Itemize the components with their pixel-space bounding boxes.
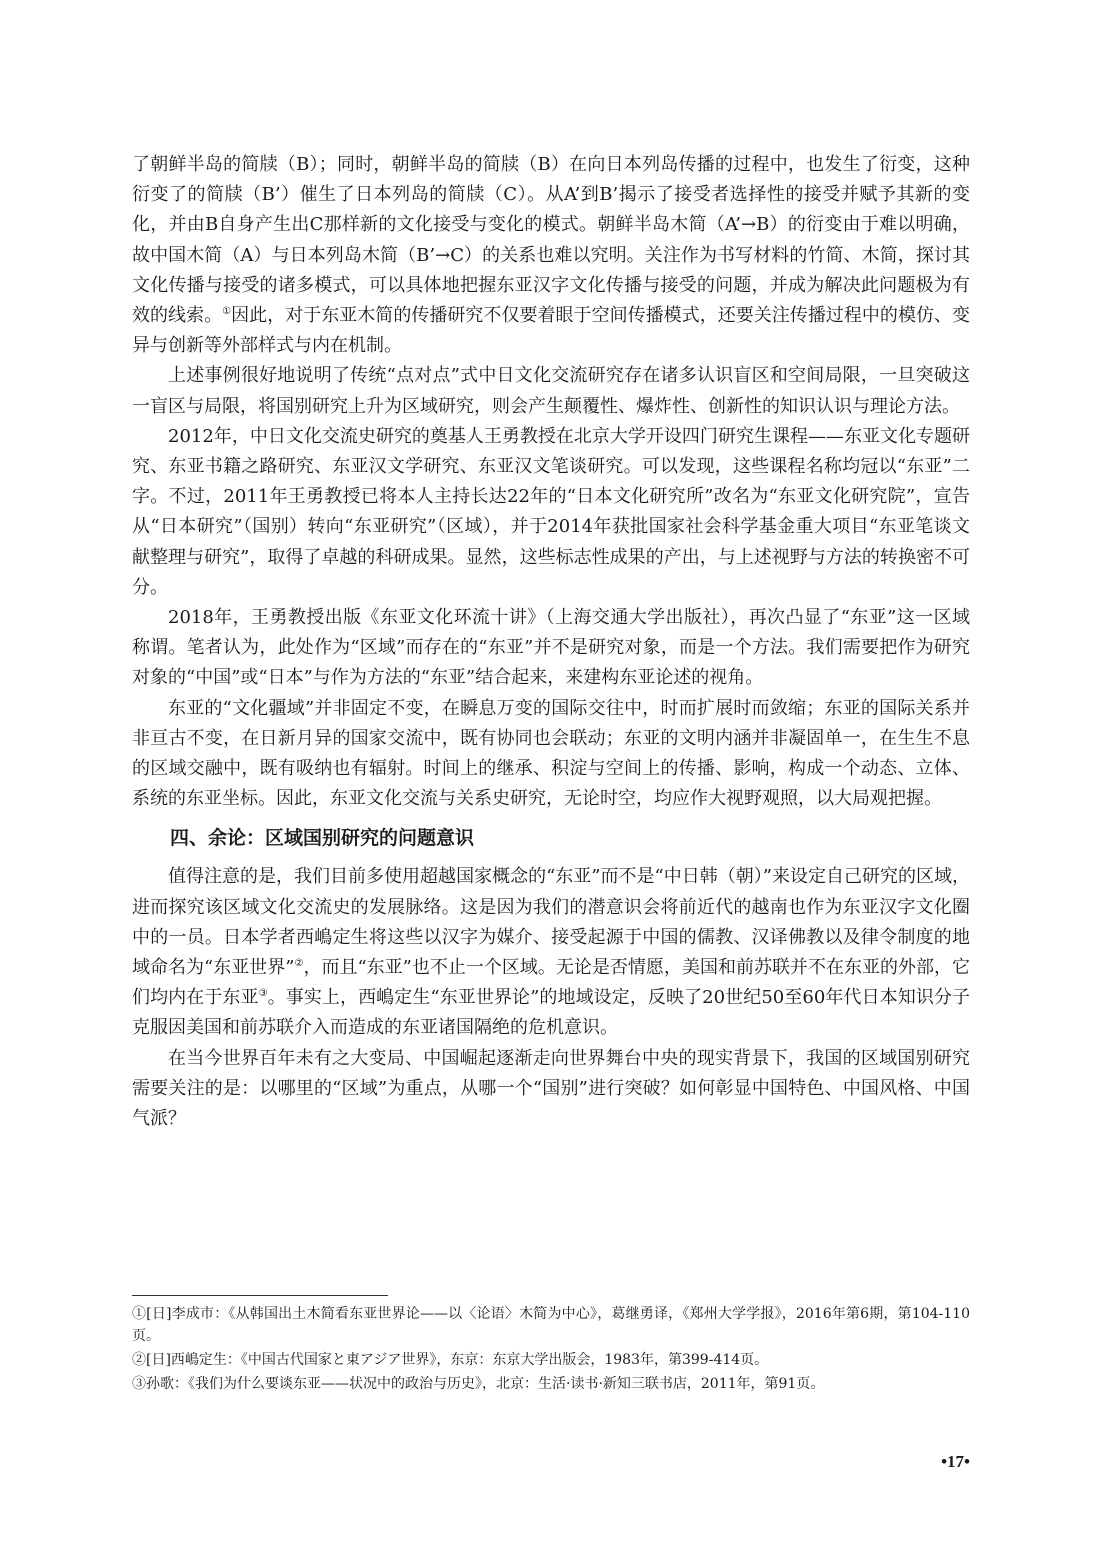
- paragraph-1-text: 了朝鲜半岛的简牍（B）；同时，朝鲜半岛的简牍（B）在向日本列岛传播的过程中，也发生了衍变，这种衍变了的简牍（B’）催生了日本列岛的简牍（C）。从A’到B’揭示了接受者选择性的接受并赋予其新的变化，并由B自身产生出C那样新的文化接受与变化的模式。朝鲜半岛木简（A’→B）的衍变由于难以明确，故中国木简（A）与日本列岛木简（B’→C）的关系也难以究明。关注作为书写材料的竹简、木简，探讨其文化传播与接受的诸多模式，可以具体地把握东亚汉字文化传播与接受的问题，并成为解决此问题极为有效的线索。: [132, 154, 970, 327]
- page-number: •17•: [941, 1452, 970, 1471]
- paragraph-6-text: 值得注意的是，我们目前多使用超越国家概念的“东亚”而不是“中日韩（朝）”来设定自己研究的区域，进而探究该区域文化交流史的发展脉络。这是因为我们的潜意识会将前近代的越南也作为东亚汉字文化圈中的一员。日本学者西嶋定生将这些以汉字为媒介、接受起源于中国的儒教、汉译佛教以及律令制度的地域命名为“东亚世界”: [132, 866, 970, 979]
- paragraph-1-text-cont: 因此，对于东亚木简的传播研究不仅要着眼于空间传播模式，还要关注传播过程中的模仿、变异与创新等外部样式与内在机制。: [132, 305, 971, 357]
- footnote-divider: [132, 1295, 388, 1296]
- footnote-ref-1[interactable]: ①: [222, 306, 232, 318]
- footnote-ref-2[interactable]: ②: [294, 958, 304, 970]
- paragraph-6: [132, 862, 970, 1043]
- footnotes: [132, 1303, 970, 1397]
- paragraph-6-text-end: 。事实上，西嶋定生“东亚世界论”的地域设定，反映了20世纪50至60年代日本知识分子克服因美国和前苏联介入而造成的东亚诸国隔绝的危机意识。: [132, 987, 970, 1039]
- footnote-2: ②[日]西嶋定生：《中国古代国家と東アジア世界》，东京：东京大学出版会，1983年，第399-414页。: [132, 1352, 769, 1368]
- paragraph-1: [132, 150, 970, 361]
- paragraph-2: 上述事例很好地说明了传统“点对点”式中日文化交流研究存在诸多认识盲区和空间局限，一旦突破这一盲区与局限，将国别研究上升为区域研究，则会产生颠覆性、爆炸性、创新性的知识认识与理论方法。: [132, 365, 970, 417]
- paragraph-3: 2012年，中日文化交流史研究的奠基人王勇教授在北京大学开设四门研究生课程——东亚文化专题研究、东亚书籍之路研究、东亚汉文学研究、东亚汉文笔谈研究。可以发现，这些课程名称均冠以“东亚”二字。不过，2011年王勇教授已将本人主持长达22年的“日本文化研究所”改名为“东亚文化研究院”，宣告从“日本研究”（国别）转向“东亚研究”（区域），并于2014年获批国家社会科学基金重大项目“东亚笔谈文献整理与研究”，取得了卓越的科研成果。显然，这些标志性成果的产出，与上述视野与方法的转换密不可分。: [132, 425, 970, 598]
- body-text: [132, 150, 970, 1134]
- paragraph-6-text-cont: ，而且“东亚”也不止一个区域。无论是否情愿，美国和前苏联并不在东亚的外部，它们均内在于东亚: [132, 957, 971, 1009]
- footnote-3: ③孙歌：《我们为什么要谈东亚——状况中的政治与历史》，北京：生活·读书·新知三联书店，2011年，第91页。: [132, 1376, 825, 1392]
- footnote-ref-3[interactable]: ③: [258, 988, 268, 1000]
- paragraph-7: 在当今世界百年未有之大变局、中国崛起逐渐走向世界舞台中央的现实背景下，我国的区域国别研究需要关注的是：以哪里的“区域”为重点，从哪一个“国别”进行突破？如何彰显中国特色、中国风格、中国气派？: [132, 1047, 970, 1130]
- paragraph-5: 东亚的“文化疆域”并非固定不变，在瞬息万变的国际交往中，时而扩展时而敛缩；东亚的国际关系并非亘古不变，在日新月异的国家交流中，既有协同也会联动；东亚的文明内涵并非凝固单一，在生生不息的区域交融中，既有吸纳也有辐射。时间上的继承、积淀与空间上的传播、影响，构成一个动态、立体、系统的东亚坐标。因此，东亚文化交流与关系史研究，无论时空，均应作大视野观照，以大局观把握。: [132, 697, 970, 810]
- paragraph-4: 2018年，王勇教授出版《东亚文化环流十讲》（上海交通大学出版社），再次凸显了“东亚”这一区域称谓。笔者认为，此处作为“区域”而存在的“东亚”并不是研究对象，而是一个方法。我们需要把作为研究对象的“中国”或“日本”与作为方法的“东亚”结合起来，来建构东亚论述的视角。: [132, 607, 970, 689]
- footnote-1: ①[日]李成市：《从韩国出土木简看东亚世界论——以〈论语〉木简为中心》，葛继勇译，《郑州大学学报》，2016年第6期，第104-110页。: [132, 1306, 970, 1344]
- section-heading: 四、余论：区域国别研究的问题意识: [170, 827, 475, 850]
